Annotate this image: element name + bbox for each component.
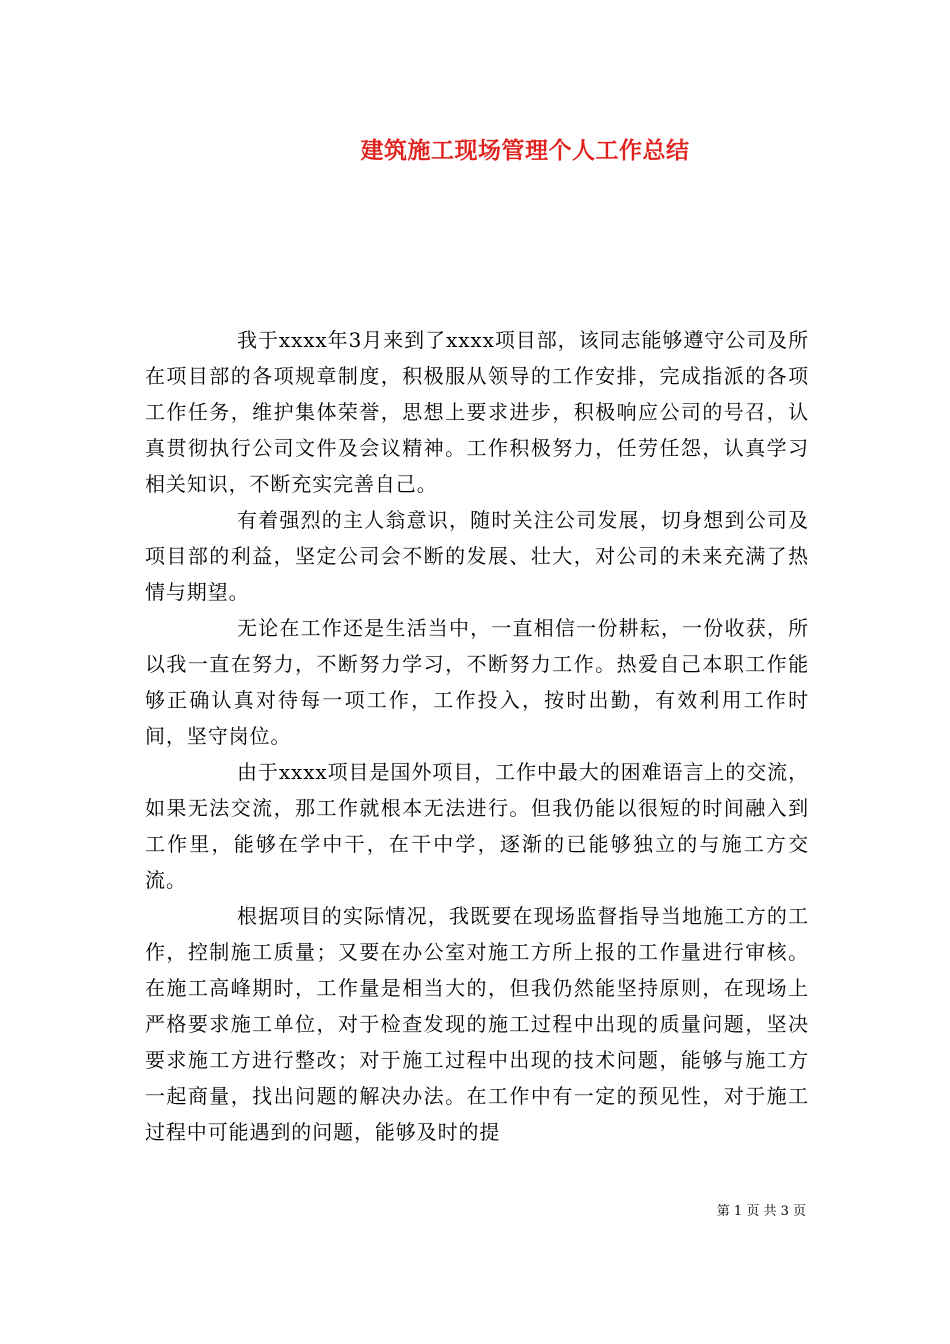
paragraph: 无论在工作还是生活当中，一直相信一份耕耘，一份收获，所以我一直在努力，不断努力学习，不断努力工作。热爱自己本职工作能够正确认真对待每一项工作，工作投入，按时出勤，有效利用工作时间，坚守岗位。 <box>145 616 809 748</box>
document-title: 建筑施工现场管理个人工作总结 <box>360 138 690 164</box>
page-number-footer: 第 1 页 共 3 页 <box>716 1204 806 1219</box>
document-body <box>145 322 809 1150</box>
paragraph: 我于xxxx年3月来到了xxxx项目部，该同志能够遵守公司及所在项目部的各项规章制度，积极服从领导的工作安排，完成指派的各项工作任务，维护集体荣誉，思想上要求进步，积极响应公司的号召，认真贯彻执行公司文件及会议精神。工作积极努力，任劳任怨，认真学习相关知识，不断充实完善自己。 <box>145 328 809 496</box>
paragraph: 由于xxxx项目是国外项目，工作中最大的困难语言上的交流，如果无法交流，那工作就根本无法进行。但我仍能以很短的时间融入到工作里，能够在学中干，在干中学，逐渐的已能够独立的与施工方交流。 <box>145 760 809 892</box>
paragraph: 根据项目的实际情况，我既要在现场监督指导当地施工方的工作，控制施工质量；又要在办公室对施工方所上报的工作量进行审核。在施工高峰期时，工作量是相当大的，但我仍然能坚持原则，在现场上严格要求施工单位，对于检查发现的施工过程中出现的质量问题，坚决要求施工方进行整改；对于施工过程中出现的技术问题，能够与施工方一起商量，找出问题的解决办法。在工作中有一定的预见性，对于施工过程中可能遇到的问题，能够及时的提 <box>145 904 809 1144</box>
paragraph: 有着强烈的主人翁意识，随时关注公司发展，切身想到公司及项目部的利益，坚定公司会不断的发展、壮大，对公司的未来充满了热情与期望。 <box>145 508 809 604</box>
